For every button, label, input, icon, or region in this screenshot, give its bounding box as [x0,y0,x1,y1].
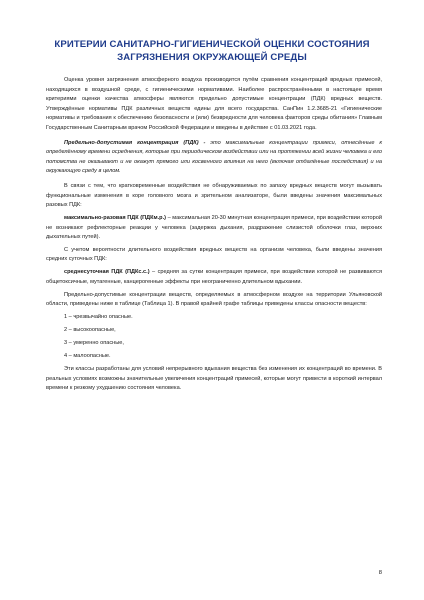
document-body [46,76,382,397]
pdk-term: Предельно-допустимая концентрация (ПДК) - [64,139,206,146]
page-title [40,38,384,64]
max-single-pdk-term: максимально-разовая ПДК (ПДКм.р.) [64,214,167,221]
list-item: 4 – малоопасные. [64,352,111,359]
intro-paragraph: Оценка уровня загрязнения атмосферного воздуха производится путём сравнения концентраций вредных примесей, находящихся в воздушной среде, с гигиеническими нормативами. Наиболее распространёнными в настоящее время критериями оценки качества атмосферы являются предельно допустимые концентрации (ПДК) вредных веществ. Утверждённые нормативы ПДК различных веществ едины для всего государства. СанПин 1.2.3685-21 «Гигиенические нормативы и требования к обеспечению безопасности и (или) безвредности для человека факторов среды обитания» Главным Государственным Санитарным врачом Российской Федерации и введены в действие с 01.03.2021 года. [46,77,382,131]
pdk-definition-text: это максимальные концентрации примеси, отнесённые к определённому времени осреднения, которые при периодическом воздействии или на протяжении всей жизни человека и его потомства не оказывают и не окажут прямого или косвенного влияния на него (включая отдалённые последствия) и на окружающую среду в целом. [46,139,383,175]
short-term-paragraph: В связи с тем, что кратковременные воздействия не обнаруживаемых по запаху вредных веществ могут вызывать функциональные изменения в коре головного мозга и зрительном анализаторе, были введены значения максимальных разовых ПДК: [46,182,382,209]
pdk-definition [46,139,382,177]
max-single-pdk [46,214,382,243]
page-number: 8 [378,570,382,576]
hazard-classes-list [46,313,382,362]
closing-paragraph: Эти классы разработаны для условий непрерывного вдыхания вещества без изменения их концентраций во времени. В реальных условиях возможны значительные увеличения концентраций примесей, которые могут привести в короткий интервал времени к резкому ухудшению состояния человека. [46,365,382,392]
daily-average-pdk-text: – средняя за сутки концентрация примеси, при воздействии которой не развиваются общетоксичные, мутагенные, канцерогенные эффекты при неограниченно длительном вдыхании. [46,269,382,285]
title-line-2: ЗАГРЯЗНЕНИЯ ОКРУЖАЮЩЕЙ СРЕДЫ [117,52,307,63]
list-item: 2 – высокоопасные, [64,326,116,333]
table-reference-paragraph: Предельно-допустимые концентрации веществ, определяемых в атмосферном воздухе на территории Ульяновской области, приведены ниже в таблице (Таблица 1). В правой крайней графе таблицы приведены классы опасности веществ: [46,291,382,308]
list-item: 1 – чрезвычайно опасные. [64,314,133,320]
title-line-1: КРИТЕРИИ САНИТАРНО-ГИГИЕНИЧЕСКОЙ ОЦЕНКИ СОСТОЯНИЯ [54,39,370,50]
daily-average-pdk-term: среднесуточная ПДК (ПДКс.с.) [64,269,150,276]
max-single-pdk-text: – максимальная 20-30 минутная концентрация примеси, при воздействии которой не возникают рефлекторные реакции у человека (задержка дыхания, раздражение слизистой оболочки глаз, верхних дыхательных путей). [46,214,382,241]
list-item: 3 – умеренно опасные, [64,339,124,346]
long-term-paragraph: С учетом вероятности длительного воздействия вредных веществ на организм человека, были введены значения средних суточных ПДК: [46,246,382,263]
daily-average-pdk [46,268,382,287]
